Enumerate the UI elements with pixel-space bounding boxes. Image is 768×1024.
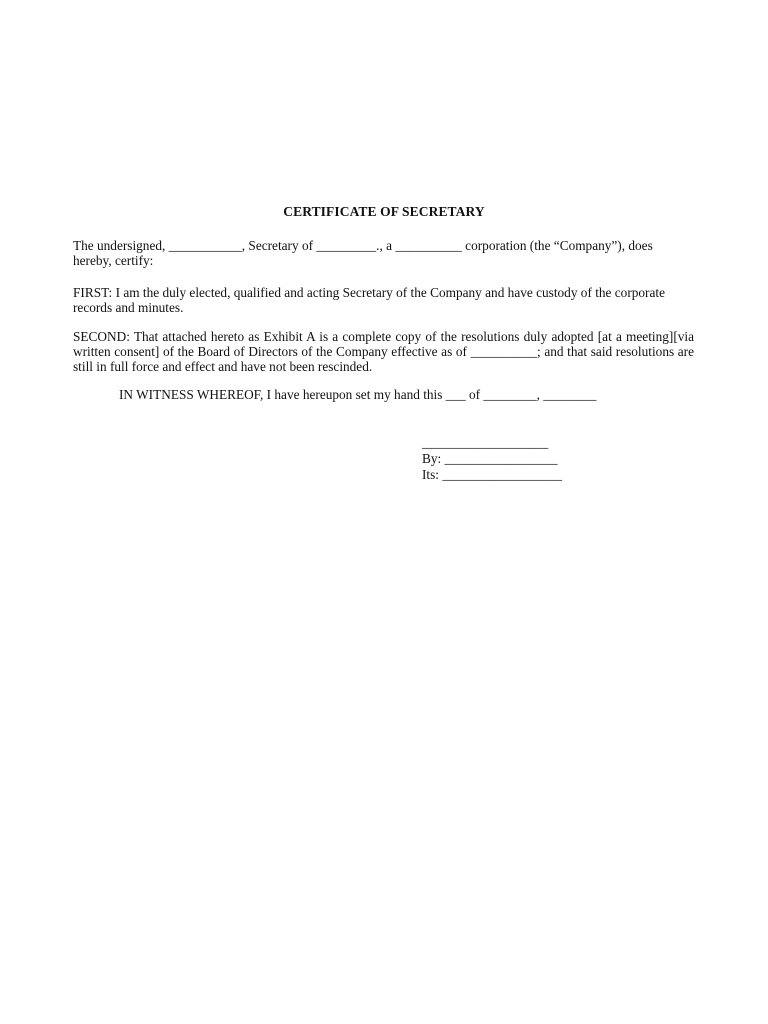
document-title: CERTIFICATE OF SECRETARY [283, 204, 485, 219]
intro-paragraph: The undersigned, ___________, Secretary of _________., a __________ corporation (the “Company”), does hereby, certify: [73, 238, 653, 268]
signature-its-line: Its: __________________ [422, 467, 562, 482]
second-paragraph: SECOND: That attached hereto as Exhibit A is a complete copy of the resolutions duly adopted [at a meeting][via written consent] of the Board of Directors of the Company effective as of __________; and that said resolutions are still in full force and effect and have not been rescinded. [73, 329, 694, 374]
first-paragraph: FIRST: I am the duly elected, qualified and acting Secretary of the Company and have custody of the corporate records and minutes. [73, 285, 665, 315]
signature-line: ___________________ [422, 435, 549, 450]
witness-clause: IN WITNESS WHEREOF, I have hereupon set my hand this ___ of ________, ________ [119, 387, 597, 402]
signature-block [422, 435, 562, 483]
signature-by-line: By: _________________ [422, 451, 558, 466]
